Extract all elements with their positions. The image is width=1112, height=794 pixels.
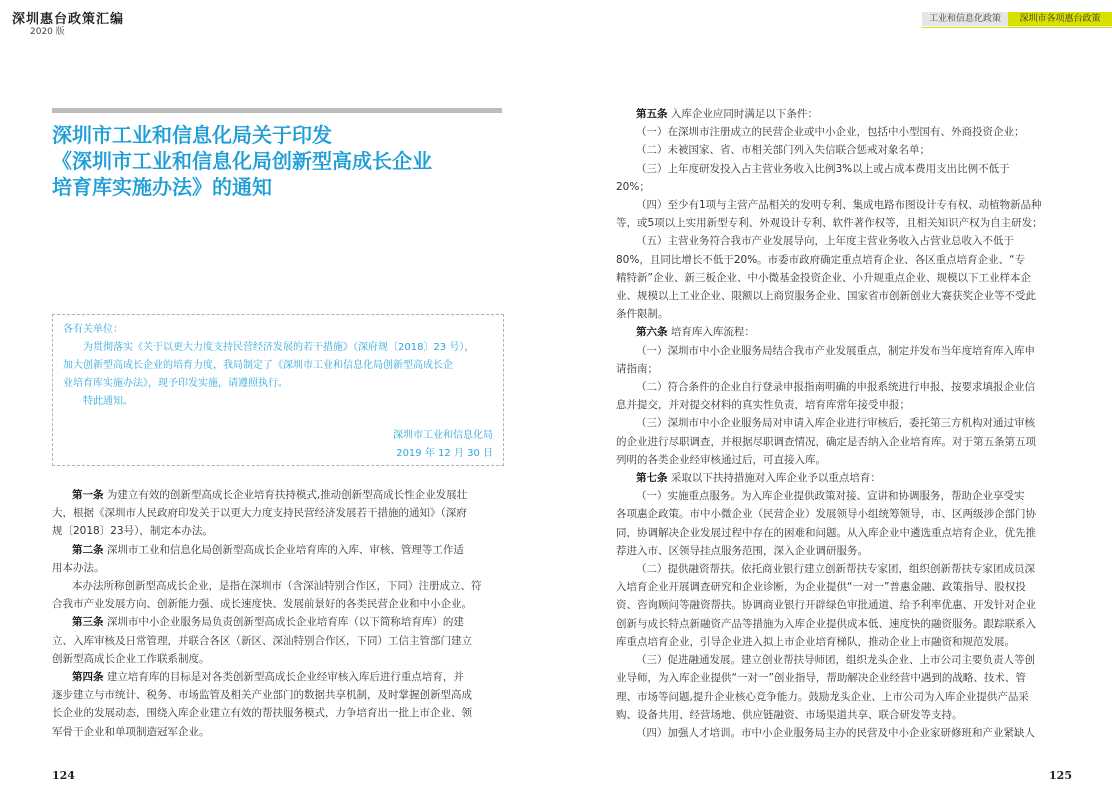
- section-tag-shenzhen: 深圳市各项惠台政策: [1008, 12, 1112, 26]
- article-line: [616, 433, 1078, 451]
- article-text: 创新与成长特点新融资产品等措施为入库企业提供成本低、速度快的融资服务。跟踪联系入: [616, 617, 1036, 630]
- article-text: 合我市产业发展方向、创新能力强、成长速度快、发展前景好的各类民营企业和中小企业。: [52, 598, 472, 611]
- article-line: [616, 688, 1078, 706]
- article-label: 第七条: [636, 472, 668, 485]
- notice-closing: 特此通知。: [83, 396, 133, 407]
- article-line: [616, 396, 1078, 414]
- article-line: [616, 542, 1078, 560]
- article-line: [52, 504, 504, 522]
- article-line: [616, 505, 1078, 523]
- article-line: [52, 613, 504, 631]
- article-line: [616, 141, 1078, 159]
- article-text: 购、设备共用、经营场地、供应链融资、市场渠道共享、联合研发等支持。: [616, 708, 963, 721]
- article-text: （三）深圳市中小企业服务局对申请入库企业进行审核后，委托第三方机构对通过审核: [636, 417, 1035, 430]
- title-line-3: 培育库实施办法》的通知: [52, 175, 272, 199]
- article-text: 立、入库审核及日常管理，并联合各区（新区、深汕特别合作区，下同）工信主管部门建立: [52, 634, 472, 647]
- article-text: （三）促进融通发展。建立创业帮扶导师团，组织龙头企业、上市公司主要负责人等创: [636, 654, 1035, 667]
- article-text: 业、规模以上工业企业、限额以上商贸服务企业、国家省市创新创业大赛获奖企业等不受此: [616, 290, 1036, 303]
- article-text: 用本办法。: [52, 561, 105, 574]
- book-year: 2020 版: [30, 27, 65, 37]
- notice-line: 业培育库实施办法》，现予印发实施，请遵照执行。: [63, 378, 288, 389]
- article-line: [616, 651, 1078, 669]
- left-column-body: [52, 486, 504, 741]
- article-text: 深圳市工业和信息化局创新型高成长企业培育库的入库、审核、管理等工作适: [103, 543, 464, 556]
- article-text: 规〔2018〕23号），制定本办法。: [52, 525, 213, 538]
- article-text: 业导师，为入库企业提供“一对一”创业指导，帮助解决企业经营中遇到的战略、技术、管: [616, 672, 1026, 685]
- article-line: [616, 287, 1078, 305]
- article-text: 资、咨询顾问等融资帮扶。协调商业银行开辟绿色审批通道、给予利率优惠、开发针对企业: [616, 599, 1036, 612]
- article-line: [616, 360, 1078, 378]
- article-text: （二）符合条件的企业自行登录申报指南明确的申报系统进行申报，按要求填报企业信: [636, 381, 1035, 394]
- article-text: 20%；: [616, 180, 650, 193]
- right-column-body: [616, 105, 1078, 742]
- article-line: [616, 669, 1078, 687]
- header-rule: [922, 27, 1112, 28]
- article-text: 建立培育库的目标是对各类创新型高成长企业经审核入库后进行重点培育，并: [103, 671, 464, 684]
- article-line: [616, 160, 1078, 178]
- article-line: [52, 522, 504, 540]
- article-line: [52, 541, 504, 559]
- article-text: 的企业进行尽职调查，并根据尽职调查情况，确定是否纳入企业培育库。对于第五条第五项: [616, 435, 1036, 448]
- article-line: [616, 123, 1078, 141]
- article-text: （二）提供融资帮扶。依托商业银行建立创新帮扶专家团，组织创新帮扶专家团成员深: [636, 563, 1035, 576]
- article-line: [52, 668, 504, 686]
- article-label: 第一条: [72, 489, 104, 501]
- article-line: [616, 451, 1078, 469]
- article-text: （一）实施重点服务。为入库企业提供政策对接、宣讲和协调服务，帮助企业享受实: [636, 490, 1025, 503]
- article-text: 长企业的发展动态，围绕入库企业建立有效的帮扶服务模式，力争培育出一批上市企业、领: [52, 707, 472, 720]
- article-line: [52, 559, 504, 577]
- article-text: 逐步建立与市统计、税务、市场监管及相关产业部门的数据共享机制，及时掌握创新型高成: [52, 689, 472, 702]
- article-text: 荐进入市、区领导挂点服务范围，深入企业调研服务。: [616, 544, 868, 557]
- article-line: [616, 342, 1078, 360]
- article-line: [52, 595, 504, 613]
- document-title: [52, 122, 512, 200]
- title-line-2: 《深圳市工业和信息化局创新型高成长企业: [52, 149, 432, 173]
- notice-line: 加大创新型高成长企业的培育力度，我局制定了《深圳市工业和信息化局创新型高成长企: [63, 360, 453, 371]
- page-number-right: 125: [1049, 769, 1072, 782]
- article-line: [616, 105, 1078, 123]
- article-line: [616, 269, 1078, 287]
- article-line: [616, 196, 1078, 214]
- article-line: [52, 723, 504, 741]
- article-line: [616, 232, 1078, 250]
- article-line: [616, 323, 1078, 341]
- article-line: [52, 632, 504, 650]
- article-text: 培育库入库流程：: [667, 326, 755, 339]
- article-text: 入培育企业开展调查研究和企业诊断，为企业提供“一对一”普惠金融、政策指导、股权投: [616, 581, 1026, 594]
- article-text: 库重点培育企业，引导企业进入拟上市企业培育梯队，推动企业上市融资和规范发展。: [616, 635, 1015, 648]
- notice-line: 为贯彻落实《关于以更大力度支持民营经济发展的若干措施》（深府规〔2018〕23 号），: [83, 342, 475, 353]
- article-text: （三）上年度研发投入占主营业务收入比例3%以上或占成本费用支出比例不低于: [636, 162, 1010, 175]
- article-line: [616, 615, 1078, 633]
- article-text: 采取以下扶持措施对入库企业予以重点培育：: [667, 472, 881, 485]
- article-text: 创新型高成长企业工作联系制度。: [52, 652, 210, 665]
- article-label: 第三条: [72, 616, 104, 629]
- book-title: 深圳惠台政策汇编: [12, 12, 125, 27]
- title-line-1: 深圳市工业和信息化局关于印发: [52, 123, 332, 147]
- article-text: （四）加强人才培训。市中小企业服务局主办的民营及中小企业家研修班和产业紧缺人: [636, 726, 1035, 739]
- article-line: [52, 704, 504, 722]
- article-label: 第六条: [636, 326, 668, 339]
- article-text: （五）主营业务符合我市产业发展导向，上年度主营业务收入占营业总收入不低于: [636, 235, 1014, 248]
- page-number-left: 124: [52, 769, 75, 782]
- article-text: （一）深圳市中小企业服务局结合我市产业发展重点，制定并发布当年度培育库入库申: [636, 344, 1035, 357]
- article-label: 第四条: [72, 671, 104, 684]
- article-text: 大，根据《深圳市人民政府印发关于以更大力度支持民营经济发展若干措施的通知》（深府: [52, 507, 467, 520]
- article-text: 80%，且同比增长不低于20%。市委市政府确定重点培育企业、各区重点培育企业、“专: [616, 253, 1026, 266]
- article-text: 请指南；: [616, 362, 658, 375]
- article-line: [616, 378, 1078, 396]
- article-text: 列明的各类企业经审核通过后，可直接入库。: [616, 453, 826, 466]
- article-line: [616, 469, 1078, 487]
- article-line: [616, 633, 1078, 651]
- section-tag-industry: 工业和信息化政策: [922, 12, 1008, 26]
- article-text: （一）在深圳市注册成立的民营企业或中小企业，包括中小型国有、外商投资企业；: [636, 126, 1025, 139]
- article-line: [616, 706, 1078, 724]
- article-text: 入库企业应同时满足以下条件：: [667, 108, 818, 120]
- notice-box: [52, 314, 504, 466]
- article-text: 息并提交，并对提交材料的真实性负责，培育库常年接受申报；: [616, 399, 910, 412]
- article-text: 深圳市中小企业服务局负责创新型高成长企业培育库（以下简称培育库）的建: [103, 616, 464, 629]
- article-text: 各项惠企政策。市中小微企业（民营企业）发展领导小组统筹领导，市、区两级涉企部门协: [616, 508, 1036, 521]
- article-line: [616, 487, 1078, 505]
- article-line: [616, 578, 1078, 596]
- article-text: 理、市场等问题,提升企业核心竞争能力。鼓励龙头企业、上市公司为入库企业提供产品采: [616, 690, 1029, 703]
- notice-salutation: 各有关单位：: [63, 324, 123, 335]
- article-line: [616, 724, 1078, 742]
- article-text: 军骨干企业和单项制造冠军企业。: [52, 725, 210, 738]
- article-text: 等，或5项以上实用新型专利、外观设计专利、软件著作权等，且相关知识产权为自主研发；: [616, 217, 1043, 230]
- article-text: 为建立有效的创新型高成长企业培育扶持模式,推动创新型高成长性企业发展壮: [103, 489, 468, 501]
- article-line: [616, 560, 1078, 578]
- article-line: [616, 178, 1078, 196]
- article-line: [616, 305, 1078, 323]
- article-line: [52, 650, 504, 668]
- title-bar: [52, 108, 502, 113]
- article-line: [616, 596, 1078, 614]
- notice-signer: 深圳市工业和信息化局: [393, 430, 493, 441]
- article-label: 第二条: [72, 543, 104, 556]
- article-line: [616, 214, 1078, 232]
- article-text: （二）未被国家、省、市相关部门列入失信联合惩戒对象名单；: [636, 144, 930, 157]
- article-line: [52, 486, 504, 504]
- article-line: [52, 686, 504, 704]
- notice-date: 2019 年 12 月 30 日: [396, 448, 493, 459]
- article-text: （四）至少有1项与主营产品相关的发明专利、集成电路布图设计专有权、动植物新品种: [636, 199, 1042, 212]
- article-text: 精特新”企业、新三板企业、中小微基金投资企业、小升规重点企业、规模以下工业样本企: [616, 271, 1031, 284]
- article-text: 同，协调解决企业发展过程中存在的困难和问题。从入库企业中遴选重点培育企业，优先推: [616, 526, 1036, 539]
- article-line: [52, 577, 504, 595]
- article-line: [616, 524, 1078, 542]
- article-label: 第五条: [636, 108, 668, 120]
- article-line: [616, 414, 1078, 432]
- article-text: 条件限制。: [616, 308, 669, 321]
- article-line: [616, 251, 1078, 269]
- article-text: 本办法所称创新型高成长企业，是指在深圳市（含深汕特别合作区，下同）注册成立、符: [72, 580, 482, 593]
